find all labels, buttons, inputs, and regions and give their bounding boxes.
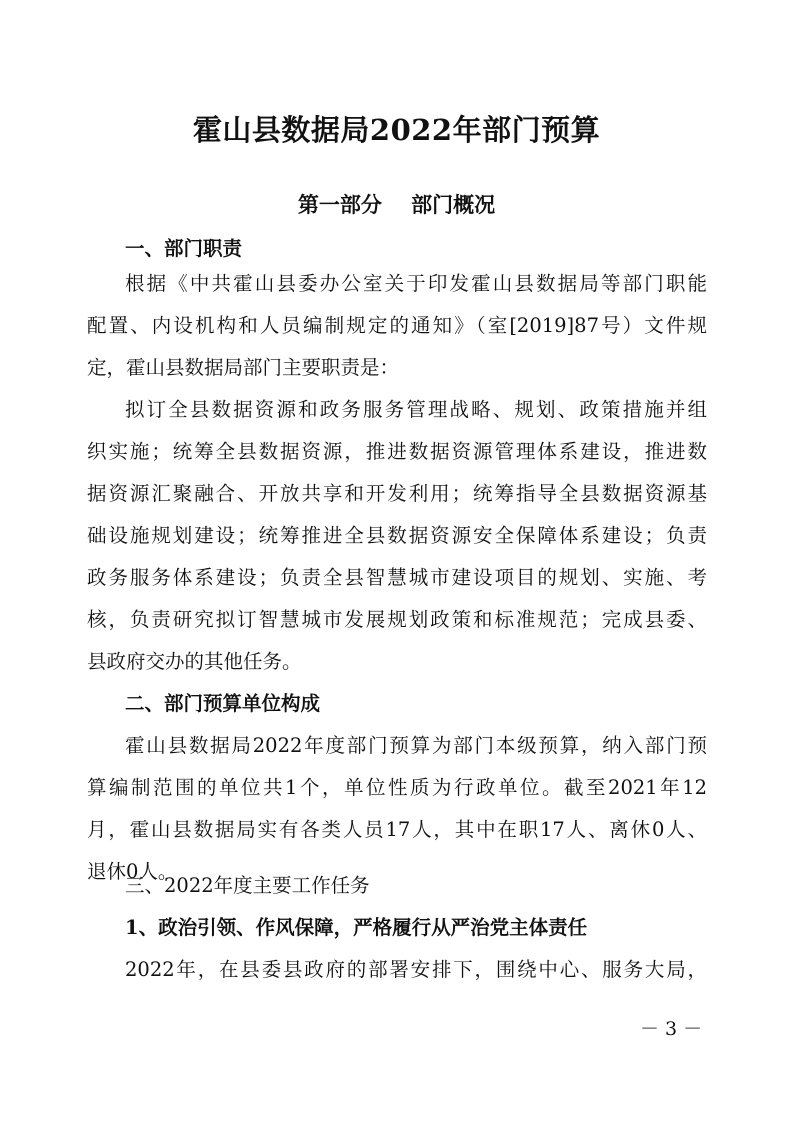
section-heading-tasks: 三、2022年度主要工作任务 xyxy=(125,874,370,897)
paragraph-line: 织实施；统筹全县数据资源，推进数据资源管理体系建设，推进数 xyxy=(87,440,707,463)
paragraph-line: 政务服务体系建设；负责全县智慧城市建设项目的规划、实施、考 xyxy=(87,566,707,589)
document-title: 霍山县数据局2022年部门预算 xyxy=(192,113,601,147)
paragraph-line: 县政府交办的其他任务。 xyxy=(87,650,302,673)
paragraph-line: 拟订全县数据资源和政务服务管理战略、规划、政策措施并组 xyxy=(125,398,707,421)
paragraph-line: 定，霍山县数据局部门主要职责是： xyxy=(87,356,400,379)
paragraph-line: 配置、内设机构和人员编制规定的通知》（室[2019]87号）文件规 xyxy=(87,314,707,337)
paragraph-line: 据资源汇聚融合、开放共享和开发利用；统筹指导全县数据资源基 xyxy=(87,482,707,505)
paragraph-line: 退休0人。 xyxy=(87,860,178,883)
section-heading-duties: 一、部门职责 xyxy=(125,237,243,260)
paragraph-line: 月，霍山县数据局实有各类人员17人，其中在职17人、离休0人、 xyxy=(87,818,707,841)
paragraph-line: 根据《中共霍山县委办公室关于印发霍山县数据局等部门职能 xyxy=(125,272,707,295)
paragraph-line: 2022年，在县委县政府的部署安排下，围绕中心、服务大局， xyxy=(125,958,707,981)
page-number: － 3 － xyxy=(640,1018,703,1040)
paragraph-line: 核，负责研究拟订智慧城市发展规划政策和标准规范；完成县委、 xyxy=(87,608,707,631)
paragraph-line: 霍山县数据局2022年度部门预算为部门本级预算，纳入部门预 xyxy=(125,734,707,757)
paragraph-line: 础设施规划建设；统筹推进全县数据资源安全保障体系建设；负责 xyxy=(87,524,707,547)
paragraph-line: 算编制范围的单位共1个，单位性质为行政单位。截至2021年12 xyxy=(87,776,707,799)
section-heading-units: 二、部门预算单位构成 xyxy=(125,692,321,715)
subsection-heading: 1、政治引领、作风保障，严格履行从严治党主体责任 xyxy=(125,916,588,939)
part-title: 第一部分 部门概况 xyxy=(297,193,496,217)
